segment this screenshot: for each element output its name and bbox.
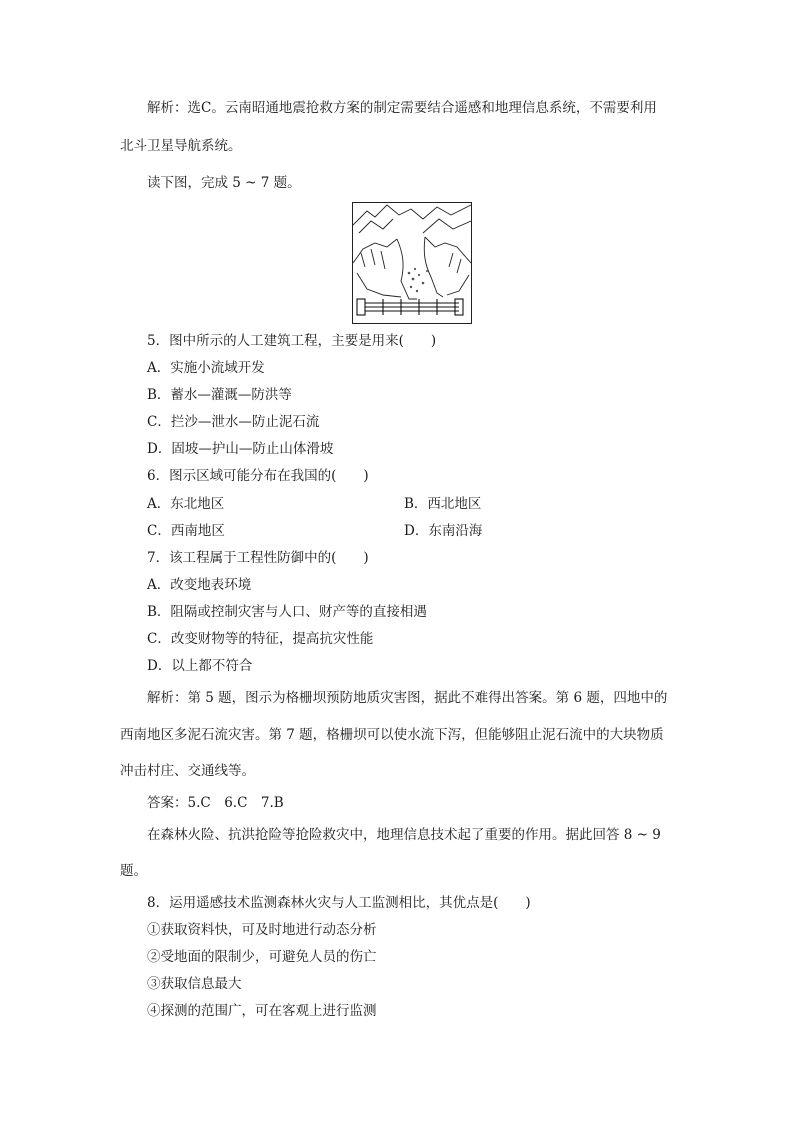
- q6-option-d: D．东南沿海: [404, 523, 483, 539]
- q5-option-a: A．实施小流域开发: [147, 360, 265, 376]
- passage-line-1: 在森林火险、抗洪抢险等抢险救灾中，地理信息技术起了重要的作用。据此回答 8 ~ 9: [147, 827, 661, 843]
- q6-option-b: B．西北地区: [404, 496, 482, 512]
- explanation-line-2: 西南地区多泥石流灾害。第 7 题，格栅坝可以使水流下泻，但能够阻止泥石流中的大块物质: [120, 727, 664, 743]
- analysis-line-2: 北斗卫星导航系统。: [120, 138, 242, 154]
- q6-option-a: A．东北地区: [147, 496, 225, 512]
- q8-statement-2: ②受地面的限制少，可避免人员的伤亡: [147, 949, 377, 965]
- mountain-valley-illustration: [353, 203, 471, 323]
- q7-option-c: C．改变财物等的特征，提高抗灾性能: [147, 631, 374, 647]
- q5-option-c: C．拦沙—泄水—防止泥石流: [147, 414, 320, 430]
- answer-line: 答案：5.C 6.C 7.B: [147, 795, 284, 811]
- q8-statement-1: ①获取资料快，可及时地进行动态分析: [147, 922, 377, 938]
- question-8: 8．运用遥感技术监测森林火灾与人工监测相比，其优点是( ): [147, 895, 531, 911]
- question-5: 5．图中所示的人工建筑工程，主要是用来( ): [147, 333, 437, 349]
- analysis-line-1: 解析：选C。云南昭通地震抢救方案的制定需要结合遥感和地理信息系统，不需要利用: [147, 100, 657, 116]
- q7-option-a: A．改变地表环境: [147, 577, 252, 593]
- explanation-line-3: 冲击村庄、交通线等。: [120, 763, 255, 779]
- question-7: 7．该工程属于工程性防御中的( ): [147, 550, 369, 566]
- q7-option-b: B．阻隔或控制灾害与人口、财产等的直接相遇: [147, 604, 427, 620]
- passage-line-2: 题。: [120, 863, 147, 879]
- q5-option-b: B．蓄水—灌溉—防洪等: [147, 387, 292, 403]
- q8-statement-4: ④探测的范围广，可在客观上进行监测: [147, 1003, 377, 1019]
- q6-option-c: C．西南地区: [147, 523, 225, 539]
- explanation-line-1: 解析：第 5 题，图示为格栅坝预防地质灾害图，据此不难得出答案。第 6 题，四地中的: [147, 690, 668, 706]
- q8-statement-3: ③获取信息最大: [147, 976, 242, 992]
- grid-dam-figure: [352, 202, 472, 324]
- question-6: 6．图示区域可能分布在我国的( ): [147, 468, 369, 484]
- q5-option-d: D．固坡—护山—防止山体滑坡: [147, 441, 334, 457]
- reading-instruction: 读下图，完成 5 ~ 7 题。: [147, 175, 301, 191]
- q7-option-d: D．以上都不符合: [147, 658, 253, 674]
